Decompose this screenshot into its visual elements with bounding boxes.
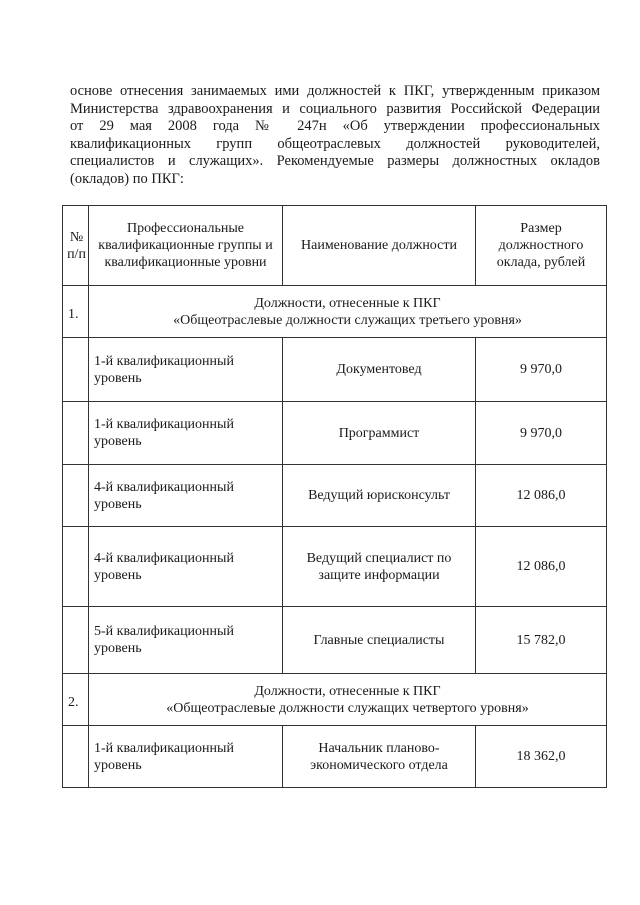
row-num-cell <box>63 726 89 788</box>
row-group: 1-й квалификационный уровень <box>89 402 283 465</box>
intro-line: от 29 мая 2008 года № 247н «Об утверждении профессиональных <box>70 118 600 135</box>
row-name: Документовед <box>283 338 476 402</box>
section-row <box>63 674 607 726</box>
table-row <box>63 338 607 402</box>
section-title-line: «Общеотраслевые должности служащих четвертого уровня» <box>166 700 529 716</box>
row-num-cell <box>63 465 89 527</box>
row-salary: 12 086,0 <box>476 527 607 607</box>
section-title <box>89 286 607 338</box>
section-title-line: «Общеотраслевые должности служащих третьего уровня» <box>173 312 522 328</box>
intro-line: основе отнесения занимаемых ими должностей к ПКГ, утвержденным приказом <box>70 83 600 99</box>
row-salary: 9 970,0 <box>476 338 607 402</box>
section-title-line: Должности, отнесенные к ПКГ <box>254 295 441 311</box>
table-row <box>63 607 607 674</box>
table-header-row <box>63 206 607 286</box>
row-group: 4-й квалификационный уровень <box>89 465 283 527</box>
section-row <box>63 286 607 338</box>
row-salary: 18 362,0 <box>476 726 607 788</box>
intro-line: квалификационных групп общеотраслевых должностей руководителей, <box>70 135 600 152</box>
table-row <box>63 465 607 527</box>
row-group: 4-й квалификационный уровень <box>89 527 283 607</box>
header-name: Наименование должности <box>283 206 476 286</box>
intro-line: специалистов и служащих». Рекомендуемые размеры должностных окладов <box>70 153 600 170</box>
header-num: № п/п <box>63 206 89 286</box>
intro-paragraph <box>70 83 600 189</box>
table-row <box>63 402 607 465</box>
section-title <box>89 674 607 726</box>
row-name: Главные специалисты <box>283 607 476 674</box>
section-num: 2. <box>63 674 89 726</box>
row-num-cell <box>63 607 89 674</box>
header-salary: Размер должностного оклада, рублей <box>476 206 607 286</box>
row-salary: 9 970,0 <box>476 402 607 465</box>
section-num: 1. <box>63 286 89 338</box>
row-num-cell <box>63 402 89 465</box>
row-group: 1-й квалификационный уровень <box>89 726 283 788</box>
salary-table <box>62 205 607 788</box>
row-num-cell <box>63 527 89 607</box>
table-row <box>63 726 607 788</box>
row-name: Ведущий специалист по защите информации <box>283 527 476 607</box>
intro-line: Министерства здравоохранения и социального развития Российской Федерации <box>70 100 600 117</box>
row-name: Программист <box>283 402 476 465</box>
row-salary: 12 086,0 <box>476 465 607 527</box>
row-name: Ведущий юрисконсульт <box>283 465 476 527</box>
table-row <box>63 527 607 607</box>
section-title-line: Должности, отнесенные к ПКГ <box>254 683 441 699</box>
intro-line: (окладов) по ПКГ: <box>70 170 184 187</box>
row-name: Начальник планово-экономического отдела <box>283 726 476 788</box>
row-group: 1-й квалификационный уровень <box>89 338 283 402</box>
row-group: 5-й квалификационный уровень <box>89 607 283 674</box>
row-num-cell <box>63 338 89 402</box>
header-group: Профессиональные квалификационные группы и квалификационные уровни <box>89 206 283 286</box>
row-salary: 15 782,0 <box>476 607 607 674</box>
